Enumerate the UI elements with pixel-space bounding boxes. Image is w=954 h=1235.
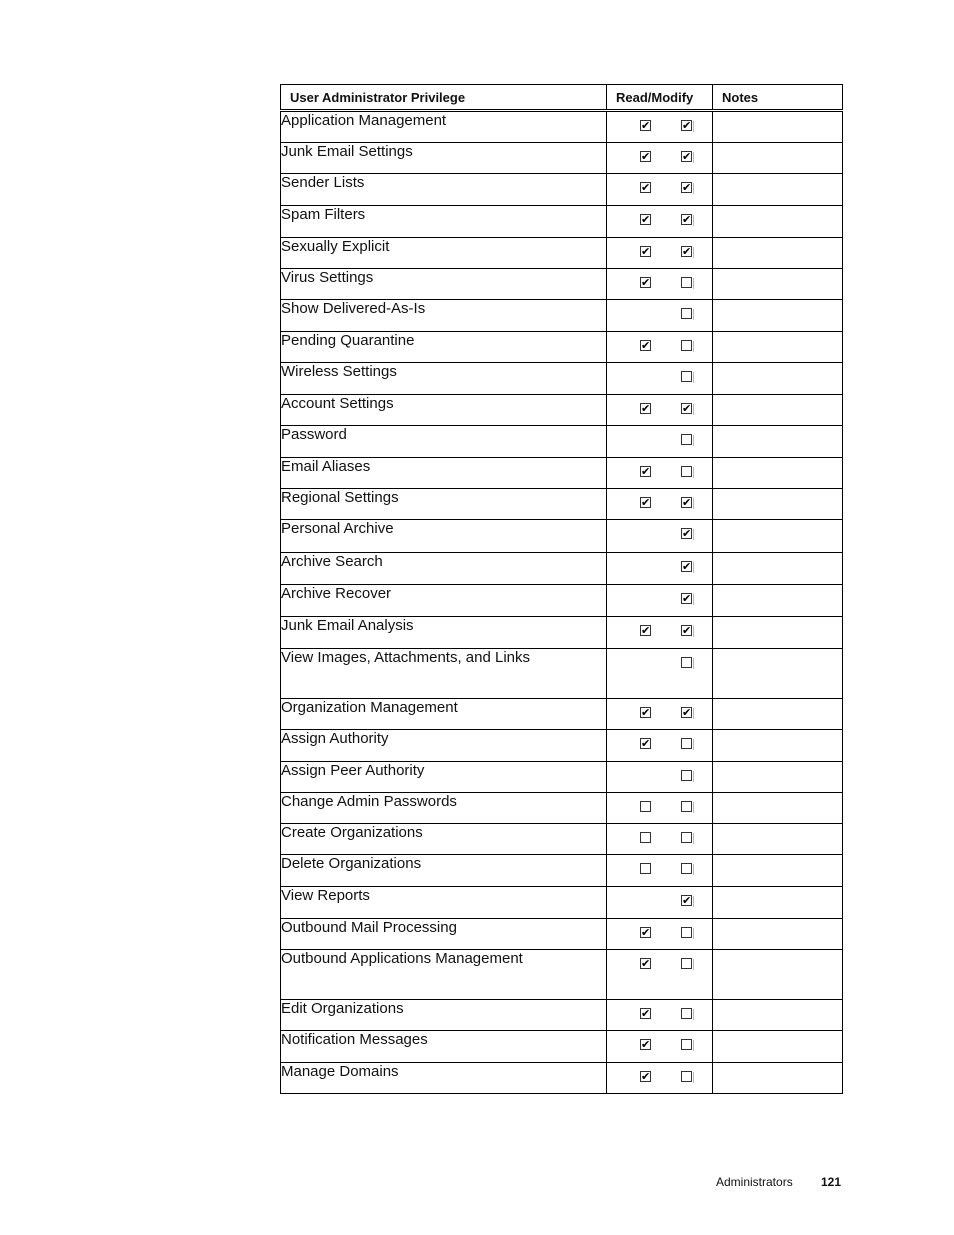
read-modify-cell: [607, 1031, 713, 1063]
notes-cell: [713, 489, 843, 520]
table-row: [281, 585, 843, 617]
privilege-label: Delete Organizations: [281, 855, 607, 887]
table-row: [281, 206, 843, 238]
modify-checkbox[interactable]: [681, 801, 692, 812]
header-privilege: User Administrator Privilege: [281, 85, 607, 111]
read-checkbox[interactable]: ✔: [641, 276, 651, 289]
modify-checkbox[interactable]: [681, 863, 692, 874]
notes-cell: [713, 363, 843, 395]
read-modify-cell: [607, 585, 713, 617]
notes-cell: [713, 919, 843, 950]
read-modify-cell: [607, 238, 713, 269]
table-row: [281, 238, 843, 269]
notes-cell: [713, 824, 843, 855]
read-modify-cell: [607, 363, 713, 395]
privilege-label: Outbound Applications Management: [281, 950, 607, 1000]
modify-checkbox[interactable]: [681, 1071, 692, 1082]
modify-checkbox[interactable]: ✔: [682, 119, 692, 132]
privilege-label: View Reports: [281, 887, 607, 919]
notes-cell: [713, 206, 843, 238]
read-modify-cell: [607, 520, 713, 553]
read-checkbox[interactable]: [640, 801, 651, 812]
table-row: [281, 793, 843, 824]
read-modify-cell: [607, 174, 713, 206]
modify-checkbox[interactable]: [681, 1039, 692, 1050]
read-modify-cell: [607, 919, 713, 950]
read-checkbox[interactable]: ✔: [641, 1007, 651, 1020]
privilege-label: Sender Lists: [281, 174, 607, 206]
privilege-label: Manage Domains: [281, 1063, 607, 1094]
read-modify-cell: [607, 617, 713, 649]
modify-checkbox[interactable]: [681, 434, 692, 445]
modify-checkbox[interactable]: [681, 958, 692, 969]
modify-checkbox[interactable]: ✔: [682, 624, 692, 637]
notes-cell: [713, 111, 843, 143]
privilege-label: Show Delivered-As-Is: [281, 300, 607, 332]
table-row: [281, 300, 843, 332]
privilege-label: Organization Management: [281, 699, 607, 730]
read-modify-cell: [607, 950, 713, 1000]
modify-checkbox[interactable]: ✔: [682, 592, 692, 605]
modify-checkbox[interactable]: [681, 308, 692, 319]
read-modify-cell: [607, 111, 713, 143]
read-checkbox[interactable]: ✔: [641, 737, 651, 750]
privilege-table: [280, 84, 843, 1094]
privilege-label: Junk Email Analysis: [281, 617, 607, 649]
header-notes: Notes: [713, 85, 843, 111]
read-checkbox[interactable]: ✔: [641, 245, 651, 258]
read-checkbox[interactable]: ✔: [641, 402, 651, 415]
read-modify-cell: [607, 793, 713, 824]
privilege-label: Regional Settings: [281, 489, 607, 520]
read-modify-cell: [607, 762, 713, 793]
read-modify-cell: [607, 824, 713, 855]
modify-checkbox[interactable]: [681, 277, 692, 288]
notes-cell: [713, 458, 843, 489]
table-row: [281, 824, 843, 855]
read-modify-cell: [607, 426, 713, 458]
read-modify-cell: [607, 887, 713, 919]
footer-section-title: Administrators: [716, 1175, 793, 1189]
modify-checkbox[interactable]: [681, 1008, 692, 1019]
modify-checkbox[interactable]: [681, 657, 692, 668]
read-checkbox[interactable]: ✔: [641, 706, 651, 719]
read-modify-cell: [607, 458, 713, 489]
read-checkbox[interactable]: ✔: [641, 119, 651, 132]
privilege-table-body: [281, 111, 843, 1094]
modify-checkbox[interactable]: ✔: [682, 181, 692, 194]
read-checkbox[interactable]: ✔: [641, 465, 651, 478]
read-modify-cell: [607, 553, 713, 585]
read-modify-cell: [607, 1063, 713, 1094]
privilege-label: Create Organizations: [281, 824, 607, 855]
table-row: [281, 363, 843, 395]
notes-cell: [713, 887, 843, 919]
read-checkbox[interactable]: ✔: [641, 926, 651, 939]
modify-checkbox[interactable]: ✔: [682, 402, 692, 415]
privilege-label: Assign Authority: [281, 730, 607, 762]
header-read-modify: Read/Modify: [607, 85, 713, 111]
table-row: [281, 730, 843, 762]
modify-checkbox[interactable]: ✔: [682, 245, 692, 258]
notes-cell: [713, 269, 843, 300]
privilege-label: Change Admin Passwords: [281, 793, 607, 824]
read-modify-cell: [607, 395, 713, 426]
privilege-label: Pending Quarantine: [281, 332, 607, 363]
privilege-label: Assign Peer Authority: [281, 762, 607, 793]
read-modify-cell: [607, 489, 713, 520]
privilege-label: Email Aliases: [281, 458, 607, 489]
privilege-label: Virus Settings: [281, 269, 607, 300]
read-checkbox[interactable]: ✔: [641, 496, 651, 509]
privilege-label: Account Settings: [281, 395, 607, 426]
privilege-label: Wireless Settings: [281, 363, 607, 395]
read-checkbox[interactable]: ✔: [641, 1070, 651, 1083]
table-row: [281, 143, 843, 174]
notes-cell: [713, 1000, 843, 1031]
privilege-label: Sexually Explicit: [281, 238, 607, 269]
table-row: [281, 1031, 843, 1063]
notes-cell: [713, 585, 843, 617]
read-checkbox[interactable]: ✔: [641, 213, 651, 226]
notes-cell: [713, 395, 843, 426]
read-checkbox[interactable]: ✔: [641, 150, 651, 163]
table-row: [281, 520, 843, 553]
read-modify-cell: [607, 300, 713, 332]
table-row: [281, 332, 843, 363]
privilege-label: Application Management: [281, 111, 607, 143]
privilege-label: Notification Messages: [281, 1031, 607, 1063]
notes-cell: [713, 1063, 843, 1094]
privilege-label: Junk Email Settings: [281, 143, 607, 174]
table-row: [281, 395, 843, 426]
read-modify-cell: [607, 206, 713, 238]
read-modify-cell: [607, 855, 713, 887]
modify-checkbox[interactable]: [681, 738, 692, 749]
table-row: [281, 887, 843, 919]
notes-cell: [713, 143, 843, 174]
read-modify-cell: [607, 143, 713, 174]
privilege-label: Outbound Mail Processing: [281, 919, 607, 950]
table-row: [281, 919, 843, 950]
table-row: [281, 855, 843, 887]
modify-checkbox[interactable]: [681, 466, 692, 477]
notes-cell: [713, 174, 843, 206]
modify-checkbox[interactable]: ✔: [682, 527, 692, 540]
notes-cell: [713, 238, 843, 269]
privilege-label: Edit Organizations: [281, 1000, 607, 1031]
table-row: [281, 617, 843, 649]
privilege-label: View Images, Attachments, and Links: [281, 649, 607, 699]
read-modify-cell: [607, 730, 713, 762]
modify-checkbox[interactable]: ✔: [682, 150, 692, 163]
read-modify-cell: [607, 699, 713, 730]
table-row: [281, 1000, 843, 1031]
page-number: 121: [821, 1175, 842, 1189]
notes-cell: [713, 332, 843, 363]
privilege-label: Password: [281, 426, 607, 458]
notes-cell: [713, 553, 843, 585]
notes-cell: [713, 1031, 843, 1063]
read-modify-cell: [607, 649, 713, 699]
modify-checkbox[interactable]: ✔: [682, 560, 692, 573]
read-checkbox[interactable]: ✔: [641, 624, 651, 637]
notes-cell: [713, 426, 843, 458]
read-checkbox[interactable]: [640, 863, 651, 874]
read-checkbox[interactable]: ✔: [641, 1038, 651, 1051]
read-checkbox[interactable]: ✔: [641, 181, 651, 194]
table-row: [281, 762, 843, 793]
modify-checkbox[interactable]: ✔: [682, 213, 692, 226]
table-row: [281, 458, 843, 489]
notes-cell: [713, 520, 843, 553]
table-row: [281, 269, 843, 300]
read-modify-cell: [607, 269, 713, 300]
read-checkbox[interactable]: [640, 832, 651, 843]
table-row: [281, 426, 843, 458]
modify-checkbox[interactable]: [681, 927, 692, 938]
notes-cell: [713, 730, 843, 762]
notes-cell: [713, 649, 843, 699]
notes-cell: [713, 950, 843, 1000]
notes-cell: [713, 762, 843, 793]
table-row: [281, 649, 843, 699]
modify-checkbox[interactable]: ✔: [682, 496, 692, 509]
modify-checkbox[interactable]: [681, 770, 692, 781]
table-row: [281, 489, 843, 520]
table-row: [281, 1063, 843, 1094]
notes-cell: [713, 300, 843, 332]
modify-checkbox[interactable]: [681, 832, 692, 843]
read-checkbox[interactable]: ✔: [641, 339, 651, 352]
notes-cell: [713, 617, 843, 649]
privilege-label: Archive Search: [281, 553, 607, 585]
modify-checkbox[interactable]: ✔: [682, 706, 692, 719]
table-row: [281, 699, 843, 730]
notes-cell: [713, 699, 843, 730]
modify-checkbox[interactable]: [681, 340, 692, 351]
table-row: [281, 950, 843, 1000]
table-row: [281, 111, 843, 143]
privilege-label: Personal Archive: [281, 520, 607, 553]
table-row: [281, 174, 843, 206]
notes-cell: [713, 855, 843, 887]
privilege-label: Archive Recover: [281, 585, 607, 617]
privilege-label: Spam Filters: [281, 206, 607, 238]
read-checkbox[interactable]: ✔: [641, 957, 651, 970]
table-row: [281, 553, 843, 585]
modify-checkbox[interactable]: ✔: [682, 894, 692, 907]
notes-cell: [713, 793, 843, 824]
table-header-row: [281, 85, 843, 111]
read-modify-cell: [607, 1000, 713, 1031]
read-modify-cell: [607, 332, 713, 363]
modify-checkbox[interactable]: [681, 371, 692, 382]
